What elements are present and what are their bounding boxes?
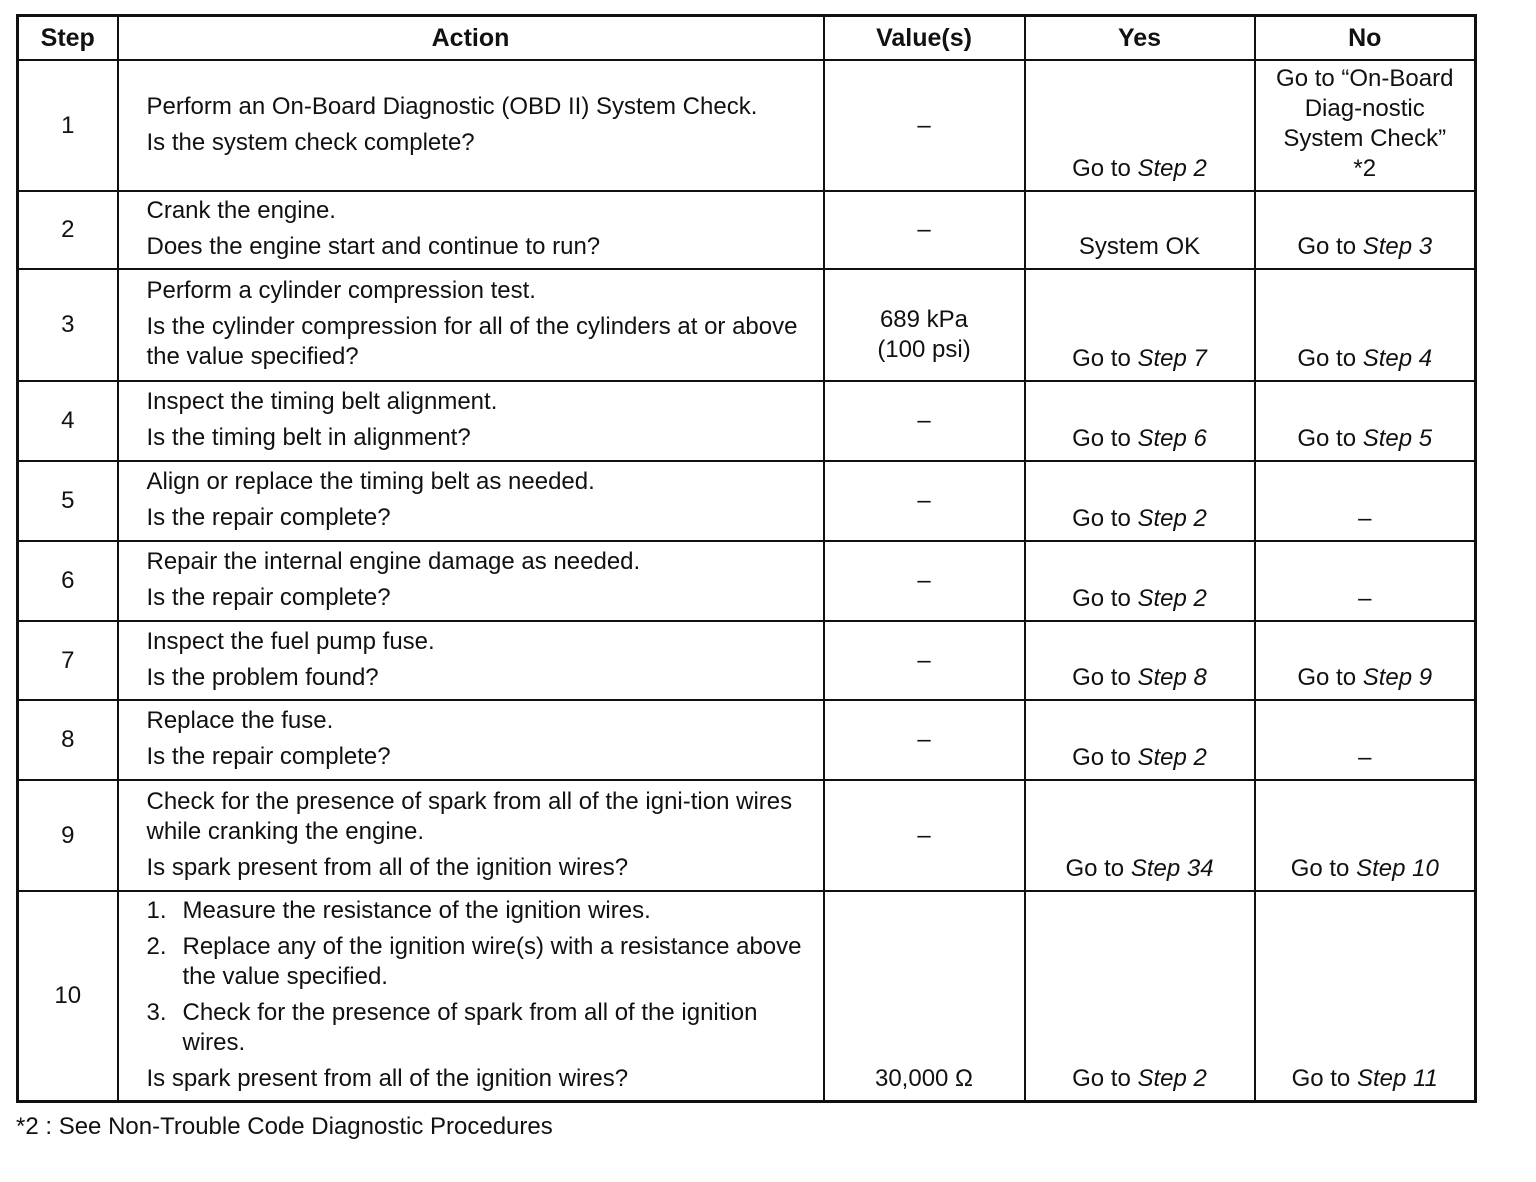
action-text: Inspect the fuel pump fuse.	[146, 627, 435, 655]
action-cell	[118, 780, 824, 891]
action-cell	[118, 541, 824, 621]
action-text: Perform an On-Board Diagnostic (OBD II) System Check.	[146, 92, 758, 120]
header-values: Value(s)	[824, 16, 1025, 61]
yes-step-ref: Step 2	[1137, 505, 1207, 532]
table-row	[18, 381, 1476, 461]
no-prefix: Go to	[1290, 855, 1357, 882]
action-cell	[118, 461, 824, 541]
action-text: Check for the presence of spark from all of the igni-tion wires while cranking the engine.	[146, 787, 793, 845]
yes-prefix: Go to	[1072, 155, 1138, 182]
numbered-item	[147, 998, 809, 1058]
step-number: 8	[18, 700, 118, 780]
yes-prefix: Go to	[1072, 744, 1138, 771]
value-cell: –	[824, 621, 1025, 700]
item-number: 1.	[146, 897, 167, 924]
yes-prefix: Go to	[1072, 585, 1138, 612]
no-cell	[1255, 60, 1476, 191]
yes-cell	[1025, 269, 1255, 381]
yes-prefix: Go to	[1072, 664, 1138, 691]
yes-cell	[1025, 780, 1255, 891]
yes-prefix: Go to	[1072, 425, 1138, 452]
yes-step-ref: Step 8	[1137, 664, 1207, 691]
table-row	[18, 60, 1476, 191]
no-cell	[1255, 621, 1476, 700]
no-text: –	[1358, 505, 1372, 532]
yes-prefix: Go to	[1065, 855, 1131, 882]
no-step-ref: Step 9	[1362, 664, 1433, 691]
value-cell: 30,000 Ω	[824, 891, 1025, 1102]
action-cell	[118, 269, 824, 381]
header-row	[18, 16, 1476, 61]
yes-step-ref: Step 7	[1137, 345, 1207, 372]
yes-text: System OK	[1078, 233, 1201, 260]
action-question: Is the problem found?	[146, 663, 379, 691]
table-row	[18, 700, 1476, 780]
action-question: Is the timing belt in alignment?	[146, 424, 471, 451]
action-question: Is the repair complete?	[146, 504, 391, 531]
yes-cell	[1025, 381, 1255, 461]
action-cell	[118, 891, 824, 1102]
no-prefix: Go to	[1297, 425, 1363, 452]
no-cell	[1255, 191, 1476, 269]
value-cell: –	[824, 541, 1025, 621]
value-cell: –	[824, 191, 1025, 269]
item-text: Check for the presence of spark from all of the ignition wires.	[182, 999, 758, 1056]
no-prefix: Go to	[1297, 345, 1363, 372]
no-prefix: Go to	[1297, 664, 1363, 691]
yes-cell	[1025, 191, 1255, 269]
no-cell	[1255, 541, 1476, 621]
item-text: Replace any of the ignition wire(s) with a resistance above the value specified.	[182, 933, 802, 990]
action-question: Is spark present from all of the ignition wires?	[146, 1065, 629, 1092]
header-yes: Yes	[1025, 16, 1255, 61]
step-number: 7	[18, 621, 118, 700]
yes-cell	[1025, 621, 1255, 700]
no-step-ref: Step 11	[1356, 1065, 1438, 1092]
header-action: Action	[118, 16, 824, 61]
yes-prefix: Go to	[1072, 1065, 1138, 1092]
action-question: Does the engine start and continue to run?	[146, 233, 601, 260]
value-cell: –	[824, 381, 1025, 461]
header-step: Step	[18, 16, 118, 61]
yes-cell	[1025, 891, 1255, 1102]
no-prefix: Go to	[1297, 233, 1363, 260]
footnote: *2 : See Non-Trouble Code Diagnostic Procedures	[16, 1113, 553, 1140]
no-step-ref: Step 10	[1356, 855, 1439, 882]
diagnostic-table	[16, 14, 1477, 1103]
no-text: –	[1358, 744, 1372, 771]
action-text: Repair the internal engine damage as needed.	[146, 548, 641, 575]
yes-step-ref: Step 2	[1137, 744, 1207, 771]
yes-step-ref: Step 34	[1130, 855, 1214, 882]
value-line: 689 kPa	[879, 306, 969, 333]
no-text: Go to “On-Board Diag-nostic System Check” *2	[1276, 65, 1454, 182]
step-number: 1	[18, 60, 118, 191]
action-cell	[118, 60, 824, 191]
yes-step-ref: Step 2	[1137, 585, 1207, 612]
action-cell	[118, 381, 824, 461]
yes-step-ref: Step 2	[1137, 155, 1207, 182]
item-text: Measure the resistance of the ignition wires.	[182, 897, 651, 924]
yes-cell	[1025, 60, 1255, 191]
action-question: Is the repair complete?	[146, 743, 391, 770]
no-cell	[1255, 381, 1476, 461]
no-step-ref: Step 4	[1362, 345, 1433, 372]
table-row	[18, 780, 1476, 891]
action-question: Is the cylinder compression for all of the cylinders at or above the value specified?	[146, 313, 798, 370]
value-line: (100 psi)	[877, 336, 971, 363]
no-cell	[1255, 461, 1476, 541]
no-text: –	[1358, 585, 1372, 612]
yes-cell	[1025, 700, 1255, 780]
yes-prefix: Go to	[1072, 345, 1138, 372]
value-cell	[824, 269, 1025, 381]
action-cell	[118, 191, 824, 269]
step-number: 6	[18, 541, 118, 621]
action-cell	[118, 700, 824, 780]
no-cell	[1255, 700, 1476, 780]
no-prefix: Go to	[1291, 1065, 1357, 1092]
value-cell: –	[824, 461, 1025, 541]
value-cell: –	[824, 700, 1025, 780]
no-cell	[1255, 780, 1476, 891]
action-question: Is the system check complete?	[146, 128, 475, 156]
no-cell	[1255, 269, 1476, 381]
action-text: Inspect the timing belt alignment.	[146, 388, 498, 415]
value-cell: –	[824, 780, 1025, 891]
action-text: Align or replace the timing belt as needed.	[146, 468, 595, 495]
numbered-item	[147, 932, 809, 992]
action-text: Replace the fuse.	[146, 707, 334, 734]
table-row	[18, 541, 1476, 621]
action-question: Is the repair complete?	[146, 584, 391, 611]
numbered-item	[147, 896, 809, 926]
step-number: 5	[18, 461, 118, 541]
yes-step-ref: Step 2	[1137, 1065, 1207, 1092]
no-cell	[1255, 891, 1476, 1102]
step-number: 9	[18, 780, 118, 891]
yes-cell	[1025, 461, 1255, 541]
item-number: 3.	[146, 999, 167, 1026]
table-row	[18, 461, 1476, 541]
action-cell	[118, 621, 824, 700]
yes-step-ref: Step 6	[1137, 425, 1207, 452]
action-text: Perform a cylinder compression test.	[146, 277, 536, 304]
no-step-ref: Step 3	[1362, 233, 1433, 260]
step-number: 3	[18, 269, 118, 381]
step-number: 10	[18, 891, 118, 1102]
table-row	[18, 191, 1476, 269]
table-row	[18, 621, 1476, 700]
yes-cell	[1025, 541, 1255, 621]
action-question: Is spark present from all of the ignition wires?	[146, 853, 629, 881]
table-row	[18, 269, 1476, 381]
yes-prefix: Go to	[1072, 505, 1138, 532]
item-number: 2.	[146, 933, 167, 960]
step-number: 4	[18, 381, 118, 461]
step-number: 2	[18, 191, 118, 269]
header-no: No	[1255, 16, 1476, 61]
action-text: Crank the engine.	[146, 197, 336, 224]
table-row	[18, 891, 1476, 1102]
no-step-ref: Step 5	[1362, 425, 1433, 452]
value-cell: –	[824, 60, 1025, 191]
